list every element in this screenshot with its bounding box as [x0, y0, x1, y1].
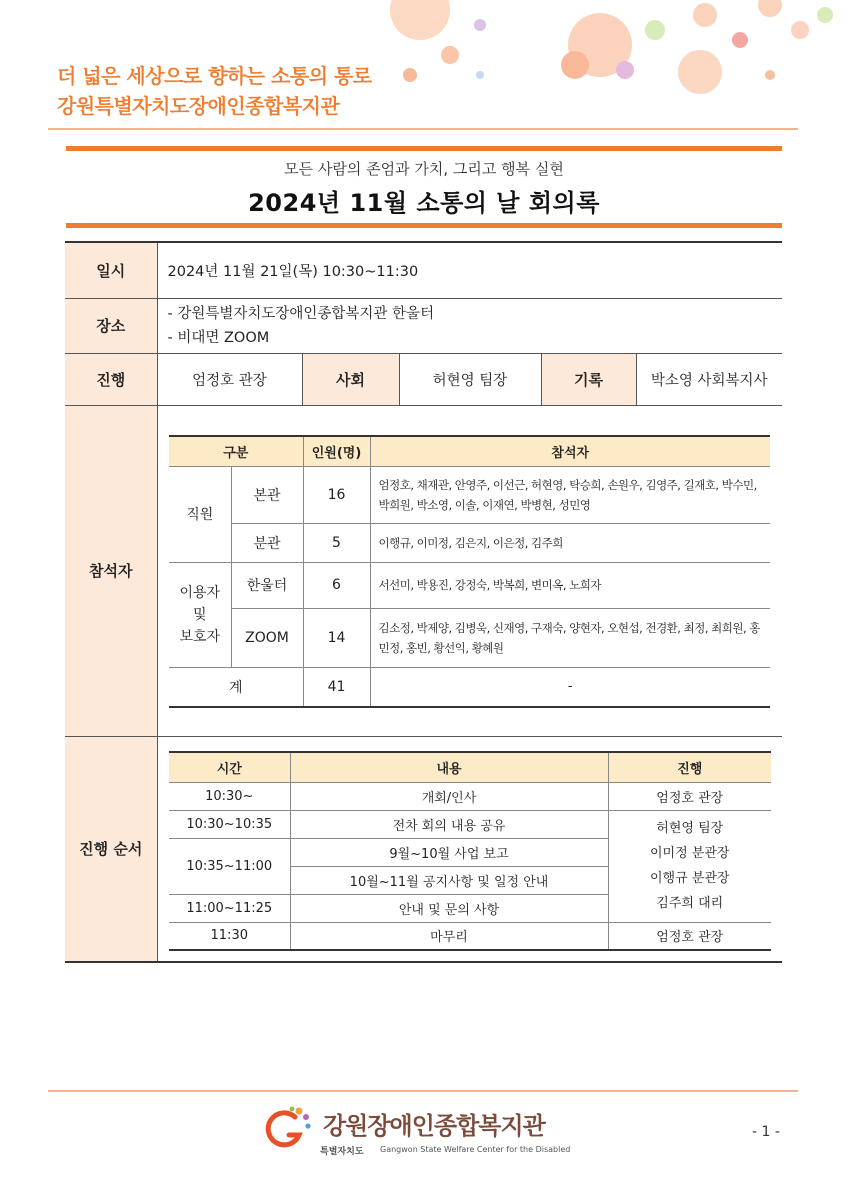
sch-content: 9월~10월 사업 보고 [290, 838, 608, 866]
att-count: 14 [303, 608, 370, 667]
att-names: 서선미, 박용진, 강정숙, 박복희, 변미옥, 노희자 [370, 562, 770, 608]
header-divider [48, 128, 798, 130]
att-total-names: - [370, 667, 770, 707]
sch-lead-line: 이행규 분관장 [650, 871, 730, 886]
att-count: 6 [303, 562, 370, 608]
table-row [169, 667, 770, 707]
place-line-2: - 비대면 ZOOM [167, 329, 270, 346]
group-users-line-1: 이용자 [179, 584, 221, 601]
record-value: 박소영 사회복지사 [636, 353, 782, 405]
title-bottom-bar [66, 223, 782, 228]
sch-content: 안내 및 문의 사항 [290, 894, 608, 922]
schedule-table [169, 751, 771, 951]
att-total-label: 계 [169, 667, 303, 707]
sch-header-lead: 진행 [608, 752, 771, 782]
table-row [169, 782, 771, 810]
table-row [169, 922, 771, 950]
att-count: 16 [303, 466, 370, 523]
sch-header-content: 내용 [290, 752, 608, 782]
footer-logo-text: 강원장애인종합복지관 [323, 1112, 545, 1140]
att-sub: 분관 [231, 523, 303, 562]
att-names: 김소정, 박제양, 김병욱, 신재영, 구재숙, 양현자, 오현섭, 전경환, 최정, 최희원, 홍민정, 홍빈, 황선익, 황혜원 [370, 608, 770, 667]
sch-time: 10:30~10:35 [169, 810, 290, 838]
footer-logo-sub1: 특별자치도 [320, 1147, 364, 1157]
sch-lead: 엄정호 관장 [608, 922, 771, 950]
attendance-table [169, 435, 770, 708]
footer-logo-sub2: Gangwon State Welfare Center for the Disabled [380, 1145, 571, 1154]
sch-header-time: 시간 [169, 752, 290, 782]
table-row [169, 523, 770, 562]
sch-content: 전차 회의 내용 공유 [290, 810, 608, 838]
att-header-count: 인원(명) [303, 436, 370, 466]
host-label: 사회 [302, 353, 399, 405]
table-row [169, 466, 770, 523]
sch-lead: 엄정호 관장 [608, 782, 771, 810]
att-names: 이행규, 이미정, 김은지, 이은정, 김주희 [370, 523, 770, 562]
group-users-line-3: 보호자 [179, 628, 221, 645]
sch-lead-line: 허현영 팀장 [656, 821, 724, 836]
table-row [169, 562, 770, 608]
date-label: 일시 [65, 242, 157, 298]
schedule-table-wrap [169, 751, 771, 951]
group-staff: 직원 [169, 466, 231, 562]
group-users [169, 562, 231, 667]
table-row [169, 810, 771, 838]
document-subtitle: 모든 사람의 존엄과 가치, 그리고 행복 실현 [284, 160, 564, 178]
document-title: 2024년 11월 소통의 날 회의록 [248, 189, 600, 217]
host-value: 허현영 팀장 [399, 353, 541, 405]
org-logo-icon [265, 1103, 319, 1153]
title-top-bar [66, 146, 782, 151]
att-sub: 한울터 [231, 562, 303, 608]
attendees-label: 참석자 [65, 405, 157, 736]
footer-divider [48, 1090, 798, 1092]
table-row [169, 608, 770, 667]
sch-content: 10월~11월 공지사항 및 일정 안내 [290, 866, 608, 894]
att-header-names: 참석자 [370, 436, 770, 466]
group-users-line-2: 및 [192, 606, 207, 623]
att-sub: ZOOM [231, 608, 303, 667]
sch-content: 마무리 [290, 922, 608, 950]
sch-time: 10:30~ [169, 782, 290, 810]
schedule-label: 진행 순서 [65, 736, 157, 962]
att-header-category: 구분 [169, 436, 303, 466]
sch-time: 10:35~11:00 [169, 838, 290, 894]
sch-content: 개회/인사 [290, 782, 608, 810]
lead-label: 진행 [65, 353, 157, 405]
att-total-count: 41 [303, 667, 370, 707]
place-value [157, 298, 782, 353]
date-value: 2024년 11월 21일(목) 10:30~11:30 [157, 242, 782, 298]
place-line-1: - 강원특별자치도장애인종합복지관 한울터 [167, 305, 435, 322]
lead-value: 엄정호 관장 [157, 353, 302, 405]
sch-time: 11:30 [169, 922, 290, 950]
sch-time: 11:00~11:25 [169, 894, 290, 922]
att-sub: 본관 [231, 466, 303, 523]
att-names: 엄정호, 채재관, 안영주, 이선근, 허현영, 탁승희, 손원우, 김영주, 길재호, 박수민, 박희원, 박소영, 이솔, 이재연, 박병현, 성민영 [370, 466, 770, 523]
sch-lead-line: 김주희 대리 [656, 896, 724, 911]
decorative-bubbles [370, 0, 850, 100]
record-label: 기록 [541, 353, 636, 405]
sch-lead-line: 이미정 분관장 [650, 846, 730, 861]
sch-lead-merged [608, 810, 771, 922]
header-slogan: 더 넓은 세상으로 향하는 소통의 통로 [57, 64, 372, 88]
attendance-table-wrap [169, 435, 770, 708]
header-org-name: 강원특별자치도장애인종합복지관 [57, 94, 340, 118]
page-number: - 1 - [752, 1124, 780, 1140]
place-label: 장소 [65, 298, 157, 353]
att-count: 5 [303, 523, 370, 562]
